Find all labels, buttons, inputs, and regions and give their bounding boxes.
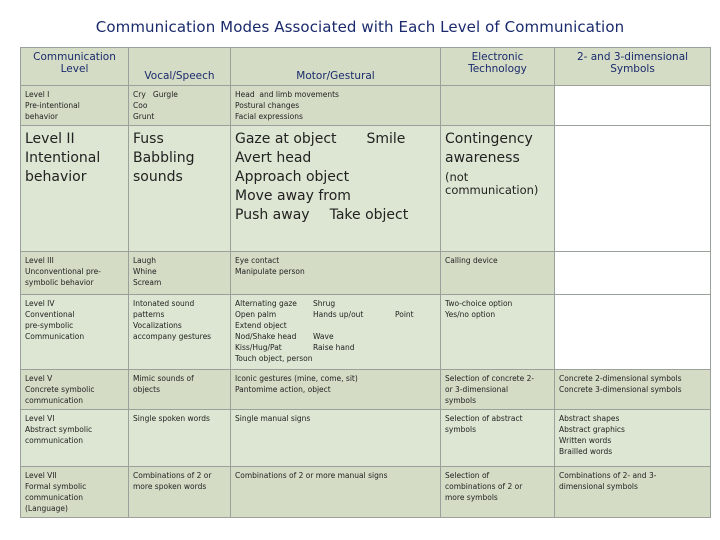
motor-item: Smile (366, 131, 406, 147)
motor-item: Head and limb movements (235, 90, 339, 99)
motor-item: Approach object (235, 169, 350, 185)
vocal-item: sounds (133, 169, 183, 185)
header-row (21, 48, 711, 86)
table-row (21, 467, 711, 518)
motor-item: Point (395, 310, 414, 319)
motor-line (235, 342, 436, 353)
motor-item: Hands up/out (313, 310, 364, 319)
cell-vocal (129, 295, 231, 370)
symbols-item: dimensional symbols (559, 482, 638, 491)
motor-item: Avert head (235, 150, 312, 166)
vocal-item: Single spoken words (133, 414, 210, 423)
symbols-item: Written words (559, 436, 612, 445)
symbols-item: Abstract graphics (559, 425, 625, 434)
vocal-item: Babbling (133, 150, 195, 166)
level-desc: pre-symbolic (25, 321, 74, 330)
vocal-item: Laugh (133, 256, 157, 265)
electronic-item: Calling device (445, 256, 498, 265)
vocal-item: objects (133, 385, 161, 394)
vocal-item: accompany gestures (133, 332, 212, 341)
symbols-item: Combinations of 2- and 3- (559, 471, 657, 480)
cell-vocal (129, 126, 231, 252)
cell-motor (231, 370, 441, 410)
vocal-item: more spoken words (133, 482, 207, 491)
motor-item: Move away from (235, 188, 351, 204)
level-desc: Conventional (25, 310, 75, 319)
level-desc: Abstract symbolic (25, 425, 93, 434)
level-desc: behavior (25, 112, 58, 121)
cell-motor (231, 467, 441, 518)
cell-electronic (441, 86, 555, 126)
motor-line (235, 298, 436, 309)
table-row (21, 252, 711, 295)
level-name: Level I (25, 90, 50, 99)
cell-motor (231, 126, 441, 252)
vocal-item: patterns (133, 310, 165, 319)
cell-symbols (555, 295, 711, 370)
motor-item: Alternating gaze (235, 299, 297, 308)
vocal-item: Fuss (133, 131, 164, 147)
cell-motor (231, 410, 441, 467)
motor-item: Open palm (235, 310, 277, 319)
table-row (21, 86, 711, 126)
motor-item: Kiss/Hug/Pat (235, 343, 282, 352)
electronic-item: awareness (445, 150, 520, 166)
vocal-item: Coo (133, 101, 148, 110)
vocal-item: Whine (133, 267, 157, 276)
level-desc: Intentional (25, 150, 101, 166)
level-name: Level V (25, 374, 53, 383)
electronic-item: symbols (445, 425, 476, 434)
vocal-item: Combinations of 2 or (133, 471, 212, 480)
electronic-item: Yes/no option (445, 310, 496, 319)
cell-electronic (441, 295, 555, 370)
symbols-item: Concrete 2-dimensional symbols (559, 374, 682, 383)
electronic-item: more symbols (445, 493, 498, 502)
cell-electronic (441, 252, 555, 295)
electronic-item: Two-choice option (445, 299, 513, 308)
table-row (21, 126, 711, 252)
level-desc: behavior (25, 169, 87, 185)
table-row (21, 410, 711, 467)
electronic-item: Selection of abstract (445, 414, 523, 423)
electronic-item: Contingency (445, 131, 533, 147)
header-motor: Motor/Gestural (231, 48, 441, 86)
motor-item: Nod/Shake head (235, 332, 297, 341)
level-name: Level VI (25, 414, 55, 423)
motor-item: Single manual signs (235, 414, 311, 423)
motor-item: Touch object, person (235, 354, 313, 363)
cell-motor (231, 295, 441, 370)
cell-vocal (129, 467, 231, 518)
symbols-item: Concrete 3-dimensional symbols (559, 385, 682, 394)
level-name: Level VII (25, 471, 57, 480)
motor-line (235, 309, 436, 320)
vocal-item: Scream (133, 278, 162, 287)
level-name: Level II (25, 131, 75, 147)
level-desc: communication (25, 493, 84, 502)
electronic-note: communication) (445, 183, 539, 197)
motor-item: Take object (329, 207, 409, 223)
level-desc: Concrete symbolic (25, 385, 95, 394)
cell-electronic (441, 126, 555, 252)
cell-level (21, 295, 129, 370)
vocal-item: Mimic sounds of (133, 374, 194, 383)
page-title: Communication Modes Associated with Each Level of Communication (95, 18, 625, 36)
header-vocal: Vocal/Speech (129, 48, 231, 86)
cell-vocal (129, 252, 231, 295)
cell-motor (231, 86, 441, 126)
electronic-item: combinations of 2 or (445, 482, 523, 491)
level-desc: Pre-intentional (25, 101, 80, 110)
cell-electronic (441, 467, 555, 518)
symbols-item: Abstract shapes (559, 414, 620, 423)
cell-symbols (555, 467, 711, 518)
motor-item: Wave (313, 332, 334, 341)
motor-item: Iconic gestures (mine, come, sit) (235, 374, 358, 383)
level-name: Level III (25, 256, 54, 265)
motor-line (235, 331, 436, 342)
motor-line (235, 130, 436, 149)
electronic-note: (not (445, 170, 469, 184)
electronic-item: Selection of (445, 471, 490, 480)
communication-table (20, 47, 711, 518)
motor-item: Pantomime action, object (235, 385, 331, 394)
level-name: Level IV (25, 299, 55, 308)
electronic-item: symbols (445, 396, 476, 405)
cell-level (21, 370, 129, 410)
motor-line (235, 206, 436, 225)
cell-symbols (555, 252, 711, 295)
level-desc: Formal symbolic (25, 482, 87, 491)
level-desc: Communication (25, 332, 85, 341)
cell-level (21, 86, 129, 126)
cell-symbols (555, 370, 711, 410)
table-row (21, 295, 711, 370)
cell-level (21, 410, 129, 467)
cell-level (21, 252, 129, 295)
motor-item: Eye contact (235, 256, 280, 265)
motor-item: Shrug (313, 299, 336, 308)
header-electronic: Electronic Technology (441, 48, 555, 86)
motor-item: Push away (235, 207, 310, 223)
header-symbols: 2- and 3-dimensional Symbols (555, 48, 711, 86)
motor-item: Facial expressions (235, 112, 303, 121)
header-level: Communication Level (21, 48, 129, 86)
level-desc: Unconventional pre- (25, 267, 101, 276)
motor-item: Extend object (235, 321, 287, 330)
level-desc: (Language) (25, 504, 68, 513)
vocal-item: Vocalizations (133, 321, 182, 330)
level-desc: symbolic behavior (25, 278, 94, 287)
cell-electronic (441, 370, 555, 410)
vocal-item: Intonated sound (133, 299, 195, 308)
motor-item: Raise hand (313, 343, 355, 352)
cell-motor (231, 252, 441, 295)
cell-symbols (555, 126, 711, 252)
level-desc: communication (25, 436, 84, 445)
electronic-item: or 3-dimensional (445, 385, 509, 394)
motor-item: Manipulate person (235, 267, 305, 276)
cell-symbols (555, 86, 711, 126)
cell-vocal (129, 86, 231, 126)
cell-electronic (441, 410, 555, 467)
cell-vocal (129, 370, 231, 410)
cell-level (21, 126, 129, 252)
cell-symbols (555, 410, 711, 467)
cell-vocal (129, 410, 231, 467)
symbols-item: Brailled words (559, 447, 613, 456)
motor-item: Gaze at object (235, 131, 337, 147)
vocal-item: Grunt (133, 112, 155, 121)
motor-item: Combinations of 2 or more manual signs (235, 471, 388, 480)
table-row (21, 370, 711, 410)
vocal-item: Cry Gurgle (133, 90, 178, 99)
level-desc: communication (25, 396, 84, 405)
motor-item: Postural changes (235, 101, 300, 110)
electronic-item: Selection of concrete 2- (445, 374, 535, 383)
cell-level (21, 467, 129, 518)
